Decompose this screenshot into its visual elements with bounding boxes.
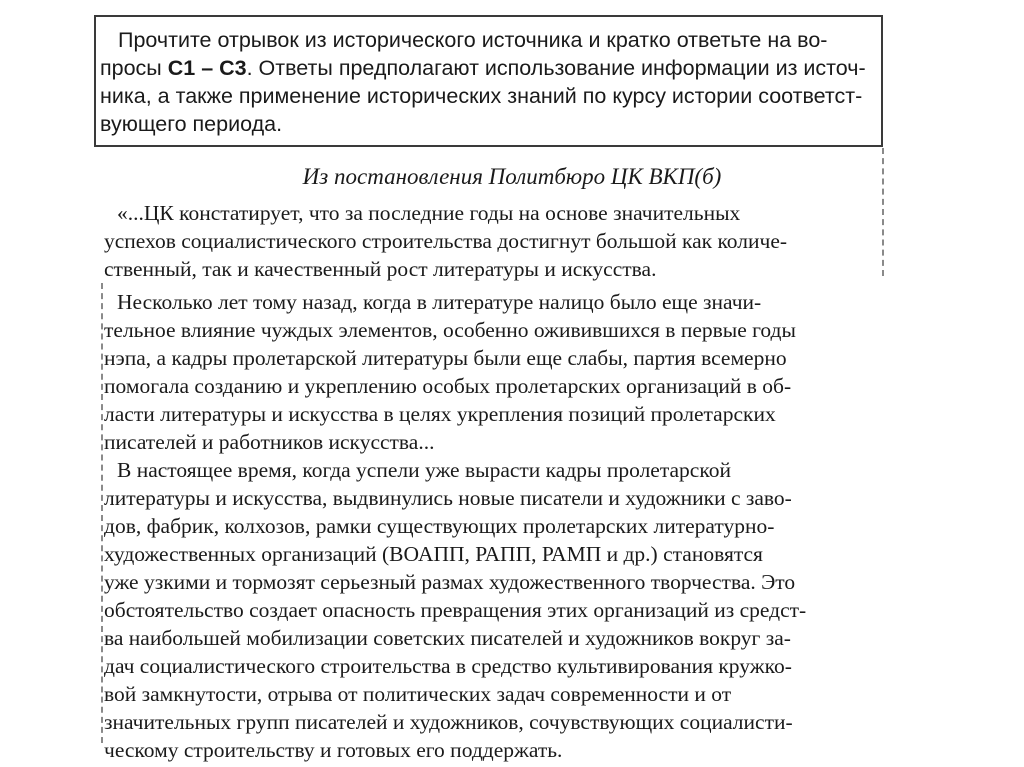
paragraph-3-line-2: литературы и искусства, выдвинулись новые писатели и художники с заво- — [104, 486, 792, 510]
left-dashed-margin-line — [101, 283, 103, 743]
paragraph-2-line-1: Несколько лет тому назад, когда в литературе налицо было еще значи- — [117, 290, 762, 314]
paragraph-2-line-6: писателей и работников искусства... — [104, 430, 435, 454]
paragraph-1-line-2: успехов социалистического строительства достигнут большой как количе- — [104, 229, 788, 253]
paragraph-3-line-4: художественных организаций (ВОАПП, РАПП, РАМП и др.) становятся — [104, 542, 763, 566]
instruction-line-2-start: просы — [100, 56, 168, 80]
paragraph-3-line-3: дов, фабрик, колхозов, рамки существующих пролетарских литературно- — [104, 514, 775, 538]
instruction-line-2 — [100, 55, 866, 81]
question-range-label: С1 – С3 — [167, 56, 247, 80]
paragraph-2-line-2: тельное влияние чуждых элементов, особенно оживившихся в первые годы — [104, 318, 796, 342]
instruction-line-2-end: . Ответы предполагают использование информации из источ- — [246, 56, 866, 80]
paragraph-2-line-5: ласти литературы и искусства в целях укрепления позиций пролетарских — [104, 402, 776, 426]
paragraph-1-line-1: «...ЦК констатирует, что за последние годы на основе значительных — [117, 201, 741, 225]
paragraph-3-line-8: дач социалистического строительства в средство культивирования кружко- — [104, 654, 792, 678]
paragraph-2-line-4: помогала созданию и укреплению особых пролетарских организаций в об- — [104, 374, 792, 398]
paragraph-2-line-3: нэпа, а кадры пролетарской литературы были еще слабы, партия всемерно — [104, 346, 787, 370]
paragraph-3-line-9: вой замкнутости, отрыва от политических задач современности и от — [104, 682, 732, 706]
paragraph-3-line-10: значительных групп писателей и художников, сочувствующих социалисти- — [104, 710, 793, 734]
paragraph-3-line-5: уже узкими и тормозят серьезный размах художественного творчества. Это — [104, 570, 796, 594]
instruction-box — [94, 15, 883, 147]
paragraph-1-line-3: ственный, так и качественный рост литературы и искусства. — [104, 257, 657, 281]
instruction-line-4: вующего периода. — [100, 112, 283, 136]
source-title: Из постановления Политбюро ЦК ВКП(б) — [302, 164, 722, 189]
instruction-line-1: Прочтите отрывок из исторического источника и кратко ответьте на во- — [118, 28, 828, 52]
instruction-line-3: ника, а также применение исторических знаний по курсу истории соответст- — [100, 84, 863, 108]
paragraph-3-line-1: В настоящее время, когда успели уже вырасти кадры пролетарской — [117, 458, 731, 482]
paragraph-3-line-7: ва наибольшей мобилизации советских писателей и художников вокруг за- — [104, 626, 791, 650]
paragraph-3-line-11: ческому строительству и готовых его поддержать. — [104, 738, 563, 762]
paragraph-3-line-6: обстоятельство создает опасность превращения этих организаций из средст- — [104, 598, 807, 622]
